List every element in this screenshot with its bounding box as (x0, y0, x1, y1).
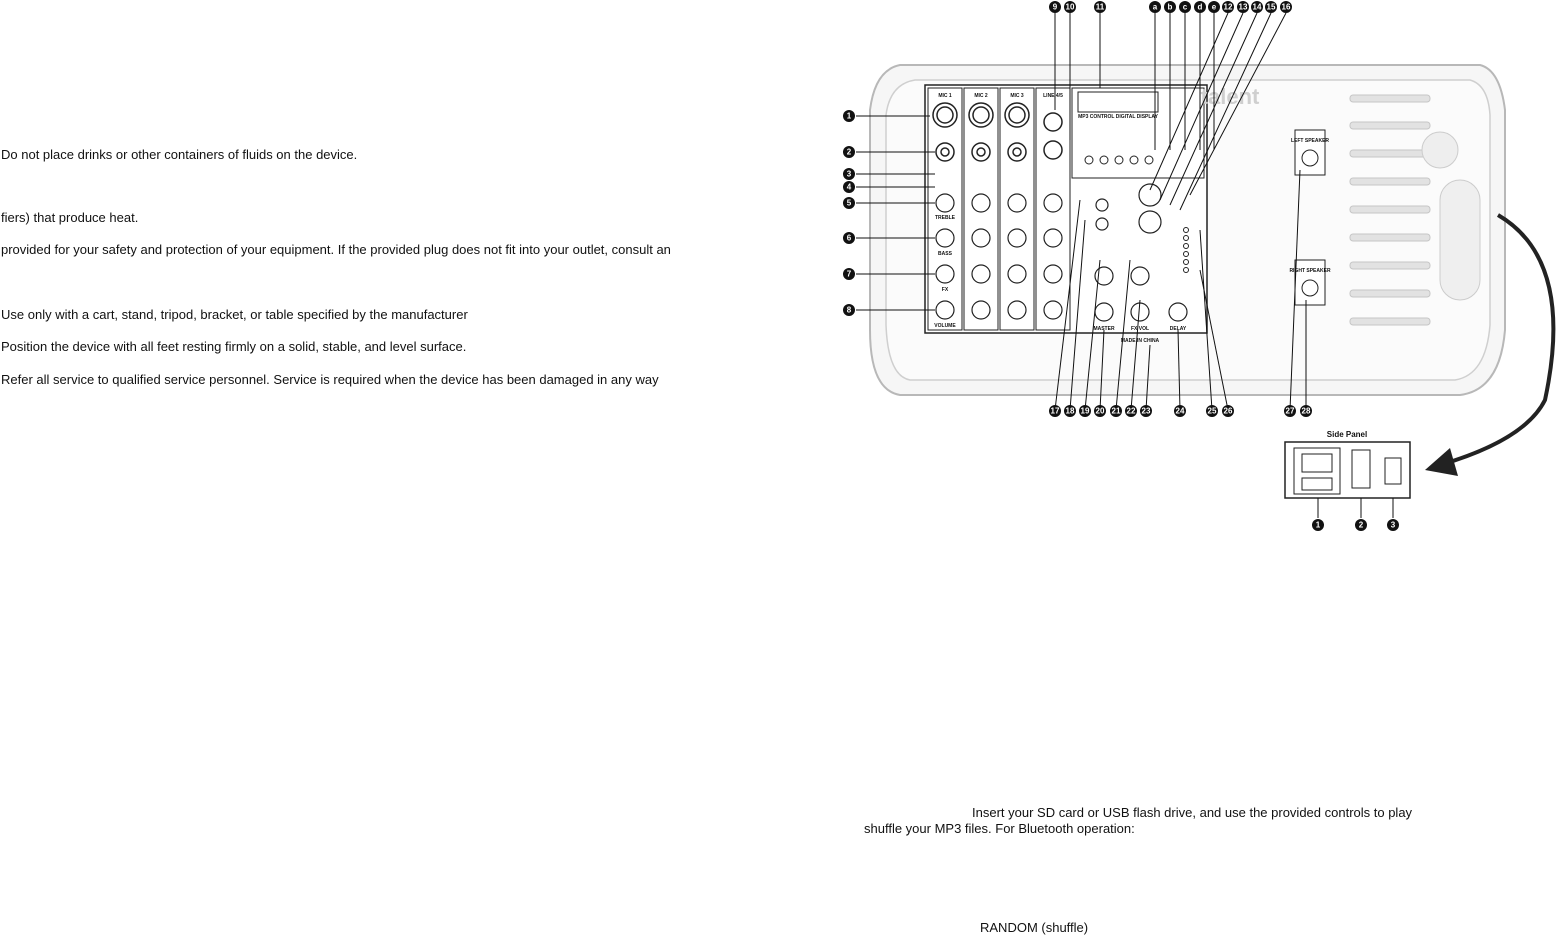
knob-label-fx: FX (941, 287, 949, 293)
svg-text:24: 24 (1175, 406, 1185, 416)
svg-text:4: 4 (846, 182, 852, 192)
svg-text:28: 28 (1301, 406, 1311, 416)
side-panel-title: Side Panel (1326, 430, 1368, 439)
text-line-fluids: Do not place drinks or other containers of fluids on the device. (1, 147, 358, 162)
handle-recess-right (1440, 180, 1480, 300)
svg-text:e: e (1211, 2, 1217, 12)
svg-text:8: 8 (846, 305, 852, 315)
svg-text:d: d (1197, 2, 1203, 12)
text-line-plug: provided for your safety and protection of your equipment. If the provided plug does not fit into your outlet, consult an (1, 242, 671, 257)
bottom-callouts (1049, 405, 1312, 417)
brand-logo: talent (1200, 84, 1260, 109)
channel-label-mic3: MIC 3 (1010, 93, 1024, 99)
fxvol-label: FX VOL (1130, 326, 1150, 332)
svg-text:11: 11 (1095, 2, 1105, 12)
svg-text:15: 15 (1266, 2, 1276, 12)
svg-text:5: 5 (846, 198, 852, 208)
channel-label-mic2: MIC 2 (974, 93, 988, 99)
left-callouts (843, 110, 855, 316)
mp3-display (1078, 92, 1158, 112)
svg-text:13: 13 (1238, 2, 1248, 12)
svg-text:c: c (1182, 2, 1188, 12)
channel-label-line45: LINE 4/5 (1043, 93, 1063, 99)
text-line-sd-card: Insert your SD card or USB flash drive, and use the provided controls to play (972, 805, 1413, 820)
left-speaker-label: LEFT SPEAKER (1290, 138, 1330, 144)
handle-recess (1422, 132, 1458, 168)
top-callouts (1049, 1, 1292, 13)
svg-text:b: b (1167, 2, 1173, 12)
svg-text:1: 1 (1315, 520, 1321, 530)
knob-label-volume: VOLUME (934, 323, 956, 329)
power-switch (1352, 450, 1370, 488)
svg-text:20: 20 (1095, 406, 1105, 416)
svg-text:a: a (1152, 2, 1158, 12)
vent-slots (1350, 95, 1430, 325)
text-line-heat: fiers) that produce heat. (1, 210, 139, 225)
side-panel-callouts (1312, 519, 1399, 531)
arrow-head (1425, 448, 1458, 476)
svg-text:25: 25 (1207, 406, 1217, 416)
svg-text:27: 27 (1285, 406, 1295, 416)
channel-label-mic1: MIC 1 (938, 93, 952, 99)
svg-text:2: 2 (846, 147, 852, 157)
svg-text:21: 21 (1111, 406, 1121, 416)
svg-text:6: 6 (846, 233, 852, 243)
delay-label: DELAY (1169, 326, 1187, 332)
right-speaker-label: RIGHT SPEAKER (1289, 268, 1331, 274)
made-in-label: MADE IN CHINA (1120, 338, 1160, 344)
svg-text:16: 16 (1281, 2, 1291, 12)
line-jacks (936, 143, 1026, 161)
knob-label-treble: TREBLE (935, 215, 955, 221)
svg-text:2: 2 (1358, 520, 1364, 530)
svg-text:10: 10 (1065, 2, 1075, 12)
svg-text:18: 18 (1065, 406, 1075, 416)
svg-text:26: 26 (1223, 406, 1233, 416)
master-label: MASTER (1093, 326, 1115, 332)
svg-text:9: 9 (1052, 2, 1058, 12)
svg-text:14: 14 (1252, 2, 1262, 12)
svg-text:17: 17 (1050, 406, 1060, 416)
svg-text:23: 23 (1141, 406, 1151, 416)
knob-label-bass: BASS (938, 251, 952, 257)
text-line-position: Position the device with all feet resting firmly on a solid, stable, and level surface. (1, 339, 467, 354)
text-line-cart: Use only with a cart, stand, tripod, bracket, or table specified by the manufacturer (1, 307, 468, 322)
svg-text:3: 3 (1390, 520, 1396, 530)
svg-text:3: 3 (846, 169, 852, 179)
svg-text:22: 22 (1126, 406, 1136, 416)
text-line-random: RANDOM (shuffle) (980, 920, 1089, 935)
text-line-service: Refer all service to qualified service personnel. Service is required when the device has been damaged in any way (1, 372, 659, 387)
mixer-panel (925, 85, 1207, 333)
voltage-selector (1385, 458, 1401, 484)
svg-text:12: 12 (1223, 2, 1233, 12)
mp3-label: MP3 CONTROL DIGITAL DISPLAY (1078, 114, 1158, 120)
svg-text:1: 1 (846, 111, 852, 121)
text-line-shuffle: shuffle your MP3 files. For Bluetooth operation: (864, 821, 1135, 836)
svg-text:19: 19 (1080, 406, 1090, 416)
svg-text:7: 7 (846, 269, 852, 279)
